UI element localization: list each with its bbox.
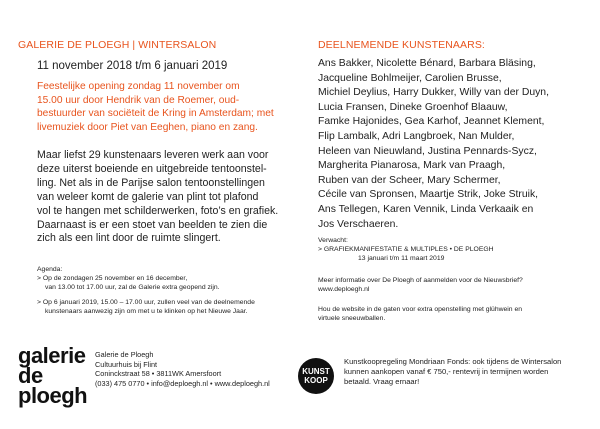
opening-text: [37, 80, 274, 134]
intro-line: deze uiterst boeiende en uitgebreide tentoonstel-: [37, 162, 267, 175]
intro-line: vol te hangen met schilderwerken, foto’s en grafiek.: [37, 204, 279, 217]
info-block: [318, 276, 523, 294]
artist-line: Heleen van Nieuwland, Justina Pennards-Sycz,: [318, 145, 537, 157]
website-link[interactable]: www.deploegh.nl: [318, 286, 370, 293]
artist-line: Famke Hajonides, Gea Karhof, Jeannet Klement,: [318, 116, 545, 128]
logo-word: de: [18, 363, 43, 388]
artist-line: Michiel Deylius, Harry Dukker, Willy van der Duyn,: [318, 87, 549, 99]
kunstkoop-text: [344, 357, 561, 387]
intro-line: Daarnaast is er een stoet van beelden te zien die: [37, 218, 268, 231]
intro-line: zich als een lint door de ruimte slingert.: [37, 232, 221, 245]
address-line: (033) 475 0770 • info@deploegh.nl • www.deploegh.nl: [95, 378, 270, 388]
verwacht-label: Verwacht:: [318, 237, 348, 244]
right-title: DEELNEMENDE KUNSTENAARS:: [318, 39, 485, 51]
intro-line: ling. Net als in de Parijse salon tentoonstellingen: [37, 176, 265, 189]
logo-word: ploegh: [18, 383, 88, 408]
intro-line: van weleer komt de galerie van plint tot plafond: [37, 190, 259, 203]
website-note-line: Hou de website in de gaten voor extra openstelling met glühwein en: [318, 306, 523, 313]
website-note: [318, 305, 522, 323]
artist-line: Jacqueline Bohlmeijer, Carolien Brusse,: [318, 72, 502, 84]
agenda-item: > Op 6 januari 2019, 15.00 – 17.00 uur, zullen veel van de deelnemende: [37, 299, 255, 306]
logo-word: galerie: [18, 343, 86, 368]
artist-line: Jos Verschaeren.: [318, 218, 399, 230]
artist-line: Ans Bakker, Nicolette Bénard, Barbara Bläsing,: [318, 58, 536, 69]
opening-line: 15.00 uur door Hendrik van de Roemer, oud-: [37, 94, 240, 106]
verwacht-item: > GRAFIEKMANIFESTATIE & MULTIPLES • DE PLOEGH: [318, 246, 494, 253]
opening-line: livemuziek door Piet van Eeghen, piano en zang.: [37, 121, 258, 133]
opening-line: Feestelijke opening zondag 11 november om: [37, 81, 240, 92]
verwacht: [318, 236, 494, 263]
artist-line: Lucia Fransen, Dineke Groenhof Blaauw,: [318, 101, 508, 113]
agenda: [37, 265, 255, 316]
artist-line: Margherita Pianarosa, Mark van Praagh,: [318, 160, 506, 172]
kunstkoop-logo-word: KOOP: [304, 376, 328, 385]
kunstkoop-line: Kunstkoopregeling Mondriaan Fonds: ook tijdens de Wintersalon: [344, 357, 562, 366]
left-title: GALERIE DE PLOEGH | WINTERSALON: [18, 39, 217, 51]
gallery-address: [95, 350, 270, 388]
artist-list: [318, 57, 549, 232]
kunstkoop-logo: [298, 358, 334, 394]
galerie-de-ploegh-logo: [18, 343, 88, 408]
opening-line: bestuurder van sociëteit de Kring in Amsterdam; met: [37, 108, 274, 120]
artist-line: Ruben van der Scheer, Mary Schermer,: [318, 174, 501, 186]
info-text: Meer informatie over De Ploegh of aanmelden voor de Nieuwsbrief?: [318, 277, 523, 284]
agenda-item-cont: kunstenaars aanwezig zijn om met u te klinken op het Nieuwe Jaar.: [45, 308, 248, 315]
agenda-item: > Op de zondagen 25 november en 16 december,: [37, 275, 188, 282]
artist-line: Flip Lambalk, Adri Langbroek, Nan Mulder,: [318, 130, 515, 142]
artist-line: Cécile van Spronsen, Maartje Strik, Joke Struik,: [318, 189, 539, 201]
address-line: Cultuurhuis bij Flint: [95, 359, 158, 369]
agenda-label: Agenda:: [37, 266, 63, 273]
kunstkoop-line: betaald. Vraag ernaar!: [344, 377, 420, 386]
verwacht-dates: 13 januari t/m 11 maart 2019: [358, 255, 445, 262]
kunstkoop-logo-word: KUNST: [302, 367, 330, 376]
address-line: Coninckstraat 58 • 3811WK Amersfoort: [95, 369, 222, 379]
intro-text: [37, 149, 278, 246]
exhibition-dates: 11 november 2018 t/m 6 januari 2019: [37, 60, 228, 72]
address-line: Galerie de Ploegh: [95, 350, 154, 359]
intro-line: Maar liefst 29 kunstenaars leveren werk aan voor: [37, 149, 269, 161]
agenda-item-cont: van 13.00 tot 17.00 uur, zal de Galerie extra geopend zijn.: [45, 284, 220, 291]
artist-line: Ans Tellegen, Karen Vennik, Linda Verkaaik en: [318, 203, 534, 215]
website-note-line: virtuele sneeuwballen.: [318, 315, 386, 322]
kunstkoop-line: kunnen aankopen vanaf € 750,- rentevrij in termijnen worden: [344, 367, 549, 376]
